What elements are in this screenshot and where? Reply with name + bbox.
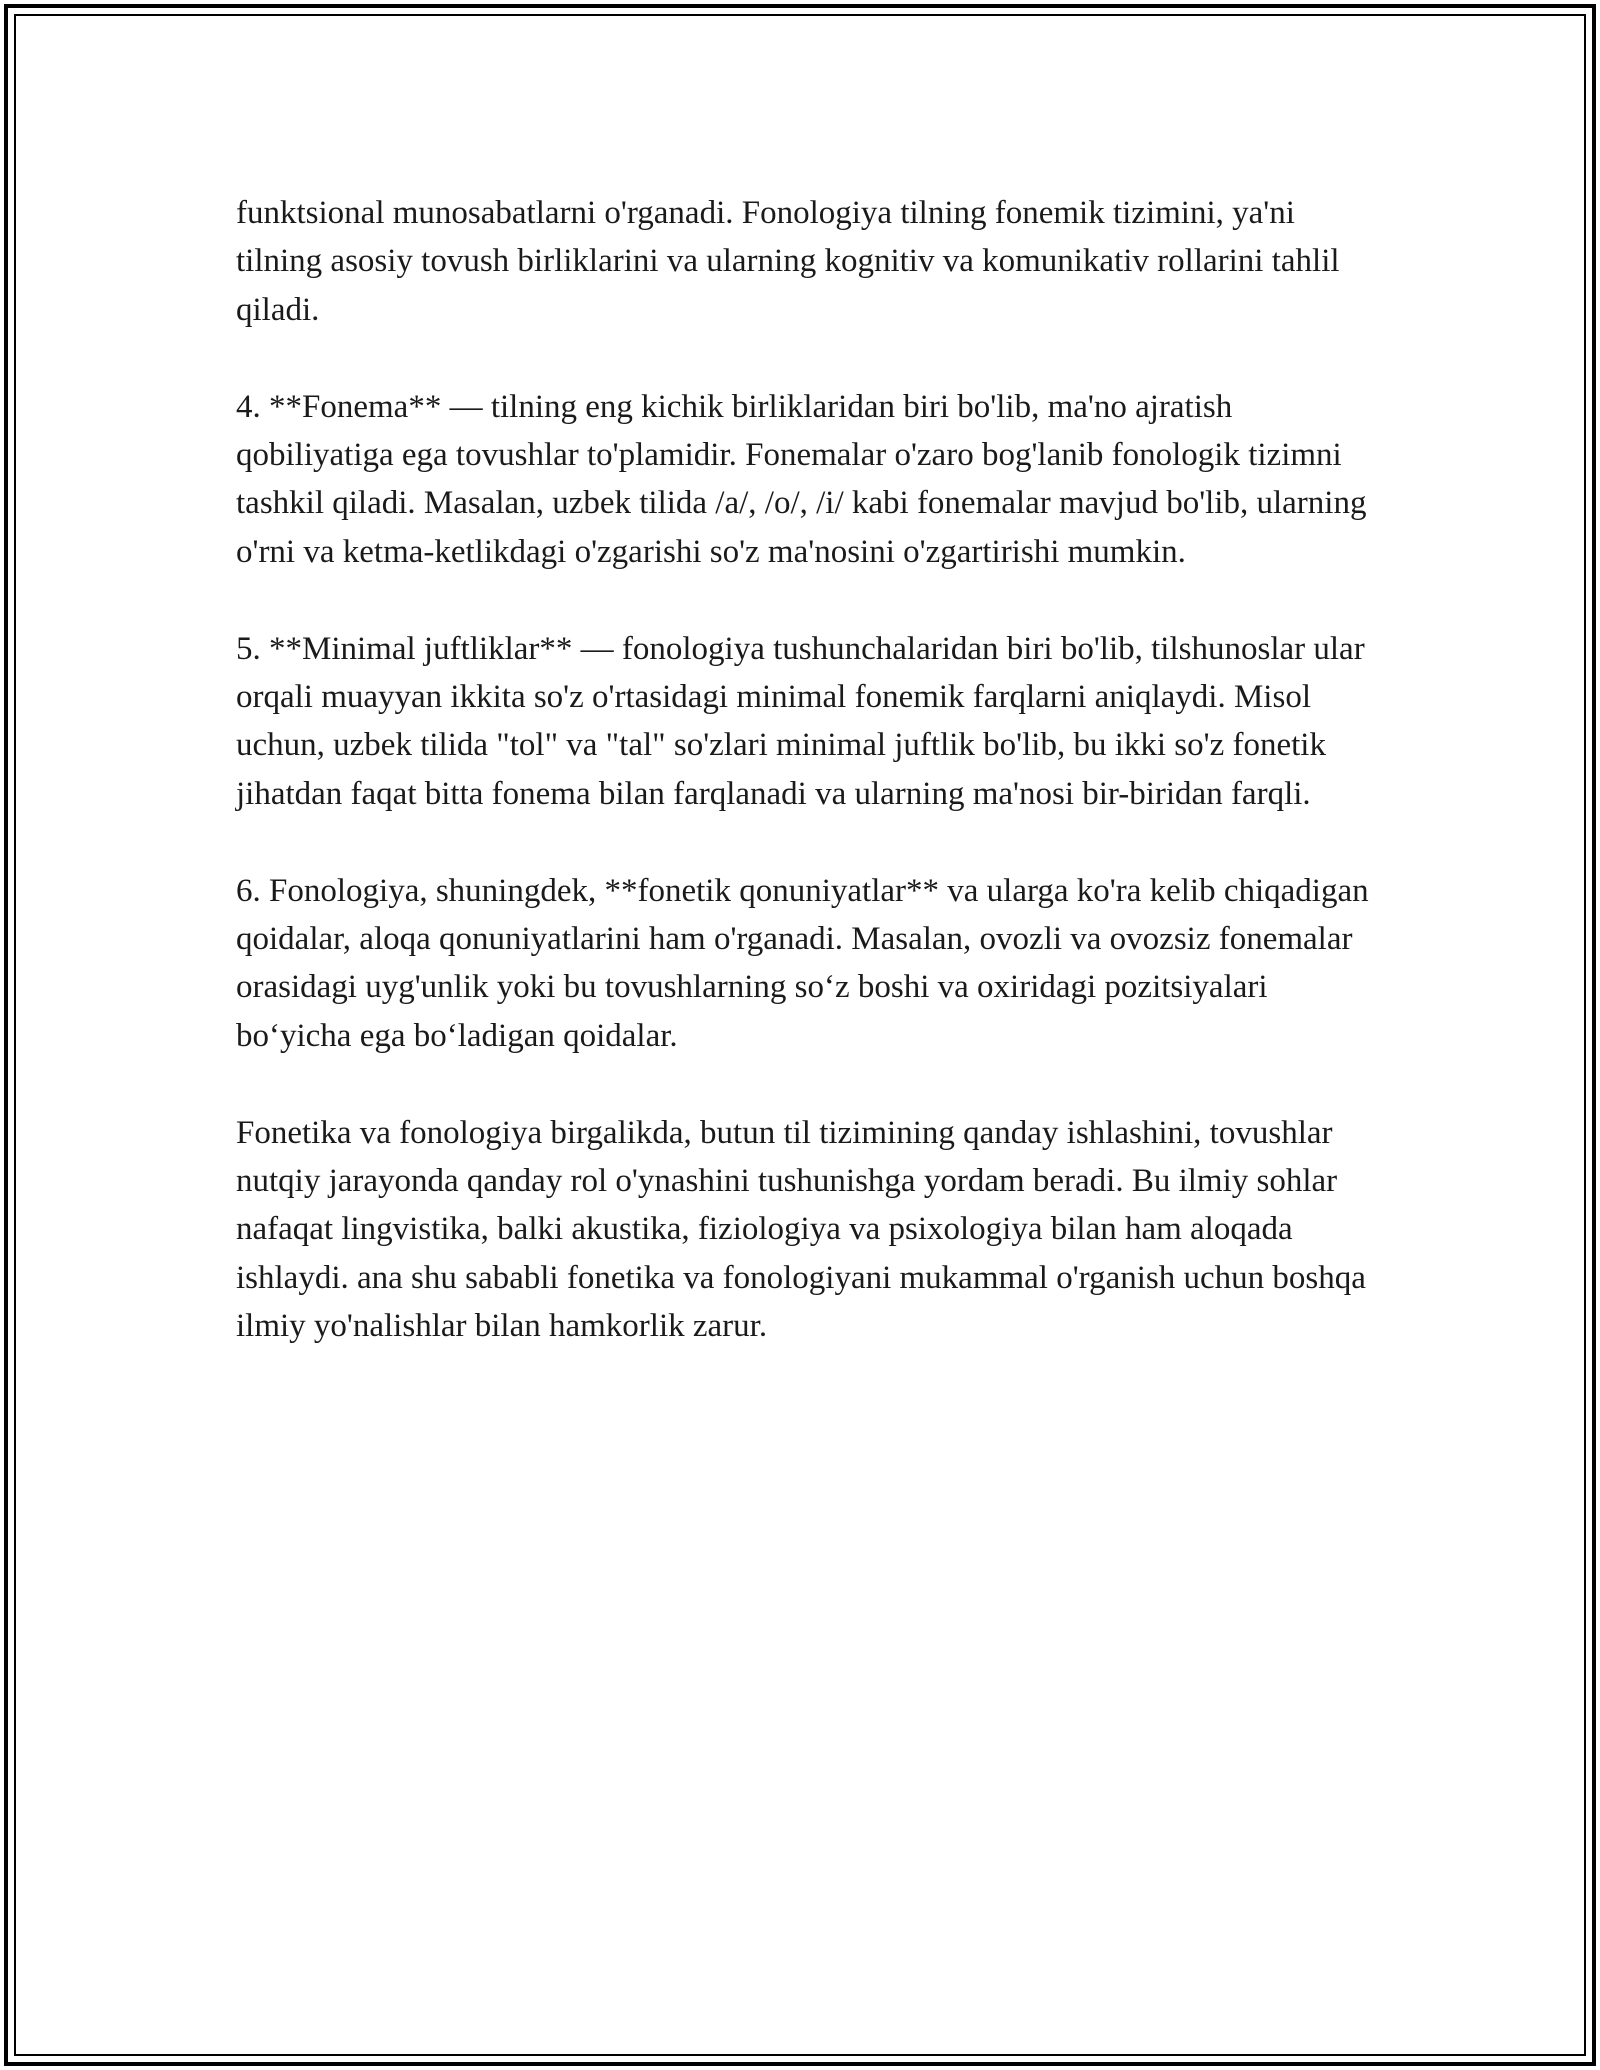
paragraph-phonetic-laws: 6. Fonologiya, shuningdek, **fonetik qonuniyatlar** va ularga ko'ra kelib chiqadigan qoidalar, aloqa qonuniyatlarini ham o'rganadi. Masalan, ovozli va ovozsiz fonemalar orasidagi uyg'unlik yoki bu tovushlarning so‘z boshi va oxiridagi pozitsiyalari bo‘yicha ega bo‘ladigan qoidalar. bbox=[236, 872, 1369, 1054]
document-body bbox=[236, 189, 1376, 1399]
paragraph-phoneme: 4. **Fonema** — tilning eng kichik birliklaridan biri bo'lib, ma'no ajratish qobiliyatiga ega tovushlar to'plamidir. Fonemalar o'zaro bog'lanib fonologik tizimni tashkil qiladi. Masalan, uzbek tilida /a/, /o/, /i/ kabi fonemalar mavjud bo'lib, ularning o'rni va ketma-ketlikdagi o'zgarishi so'z ma'nosini o'zgartirishi mumkin. bbox=[236, 388, 1367, 570]
paragraph-phonology-intro: funktsional munosabatlarni o'rganadi. Fonologiya tilning fonemik tizimini, ya'ni tilning asosiy tovush birliklarini va ularning kognitiv va komunikativ rollarini tahlil qiladi. bbox=[236, 195, 1340, 328]
paragraph-minimal-pairs: 5. **Minimal juftliklar** — fonologiya tushunchalaridan biri bo'lib, tilshunoslar ular orqali muayyan ikkita so'z o'rtasidagi minimal fonemik farqlarni aniqlaydi. Misol uchun, uzbek tilida "tol" va "tal" so'zlari minimal juftlik bo'lib, bu ikki so'z fonetik jihatdan faqat bitta fonema bilan farqlanadi va ularning ma'nosi bir-biridan farqli. bbox=[236, 630, 1365, 812]
paragraph-conclusion: Fonetika va fonologiya birgalikda, butun til tizimining qanday ishlashini, tovushlar nutqiy jarayonda qanday rol o'ynashini tushunishga yordam beradi. Bu ilmiy sohlar nafaqat lingvistika, balki akustika, fiziologiya va psixologiya bilan ham aloqada ishlaydi. ana shu sababli fonetika va fonologiyani mukammal o'rganish uchun boshqa ilmiy yo'nalishlar bilan hamkorlik zarur. bbox=[236, 1114, 1366, 1345]
